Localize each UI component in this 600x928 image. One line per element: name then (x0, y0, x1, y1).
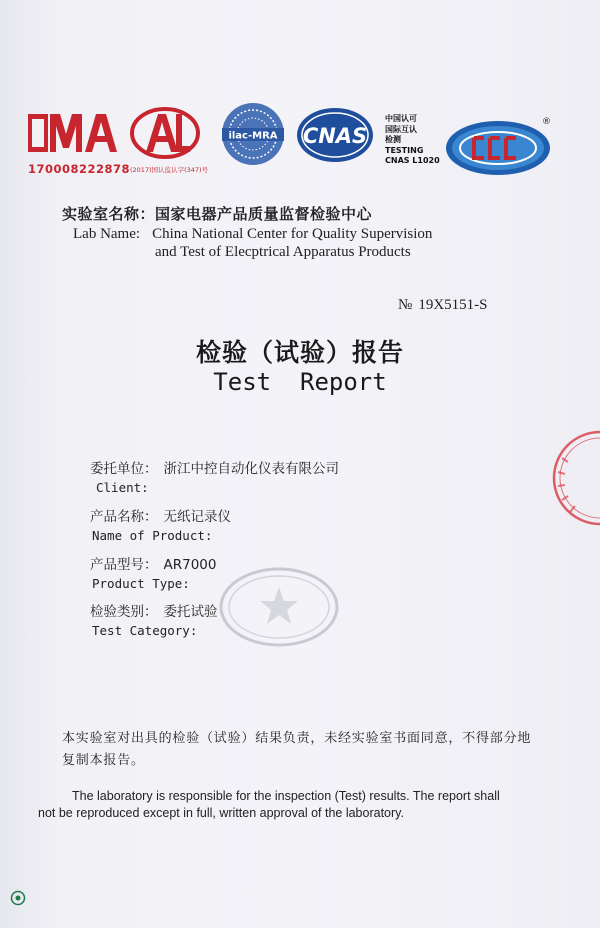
field-value: 无纸记录仪 (163, 509, 231, 525)
lab-name-cn (62, 203, 372, 224)
statement-en (38, 788, 558, 822)
field-product-name (90, 505, 231, 543)
cnas-line: TESTING (385, 145, 424, 155)
statement-en-line2: not be reproduced except in full, written approval of the laboratory. (38, 806, 404, 820)
lab-name-value-en-line1: China National Center for Quality Supervision (152, 226, 433, 242)
ilac-mra-logo (222, 103, 284, 165)
cnas-logo (297, 108, 373, 162)
cnas-line: 中国认可 (385, 114, 417, 123)
report-number-value: 19X5151-S (418, 297, 488, 313)
field-label-cn: 委托单位： (90, 461, 158, 477)
accreditation-logos (0, 100, 600, 190)
field-label-cn: 产品型号： (90, 557, 158, 573)
lab-name-en (73, 226, 432, 243)
corner-stamp-icon (10, 890, 26, 906)
cnas-accreditation-text (385, 114, 440, 167)
field-label-en: Test Category: (92, 623, 198, 638)
field-label-en: Product Type: (92, 576, 190, 591)
field-product-type (90, 553, 216, 591)
field-value: AR7000 (163, 557, 217, 573)
report-number-symbol: № (398, 297, 413, 313)
lab-name-value-en-line2: and Test of Elecptrical Apparatus Products (155, 244, 411, 260)
cnas-label: CNAS (302, 124, 368, 148)
embossed-seal (214, 565, 344, 650)
field-test-category (90, 600, 218, 638)
lab-name-value-cn: 国家电器产品质量监督检验中心 (155, 205, 373, 223)
cnas-line: 检测 (385, 135, 401, 144)
cma-number: 170008222878 (28, 162, 131, 176)
ilac-mra-label: ilac-MRA (228, 130, 278, 142)
statement-en-line1: The laboratory is responsible for the inspection (Test) results. The report shall (72, 789, 500, 803)
cal-note: (2017)国认监认字(347)号 (130, 166, 209, 174)
red-seal (548, 428, 600, 528)
cnas-line: CNAS L1020 (385, 156, 440, 165)
field-label-en: Name of Product: (92, 528, 213, 543)
statement-cn: 本实验室对出具的检验（试验）结果负责，未经实验室书面同意，不得部分地复制本报告。 (62, 731, 532, 768)
lab-name-label-cn: 实验室名称： (62, 205, 156, 223)
ccc-logo (446, 117, 551, 175)
field-label-en: Client: (96, 480, 149, 495)
report-number (398, 297, 487, 314)
cal-logo (132, 109, 198, 157)
cnas-line: 国际互认 (385, 124, 417, 134)
registered-mark: ® (542, 117, 551, 127)
field-value: 委托试验 (163, 604, 218, 620)
report-title-en: Test Report (213, 368, 387, 396)
field-label-cn: 产品名称： (90, 509, 158, 525)
field-value: 浙江中控自动化仪表有限公司 (163, 461, 339, 477)
lab-name-label-en: Lab Name: (73, 226, 141, 242)
report-title-cn: 检验（试验）报告 (195, 338, 404, 367)
cma-logo (28, 114, 117, 152)
field-label-cn: 检验类别： (90, 604, 158, 620)
field-client (90, 457, 339, 495)
